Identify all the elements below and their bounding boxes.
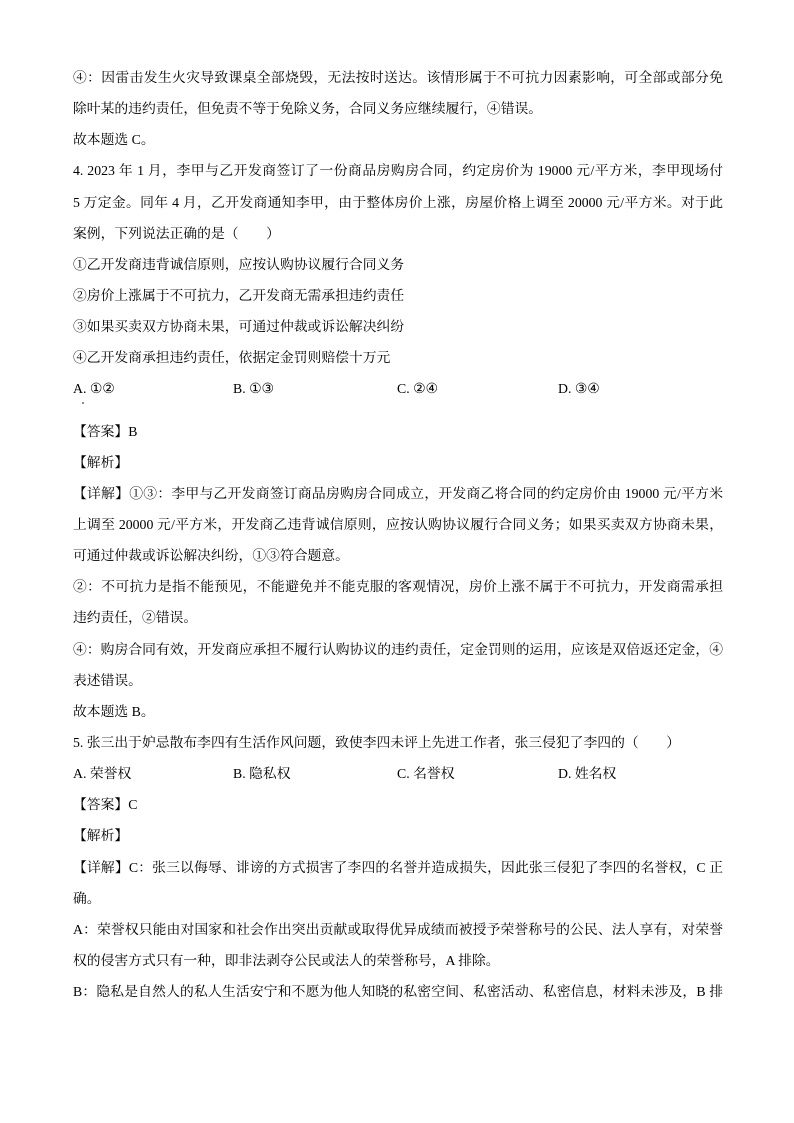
statement-4: ④乙开发商承担违约责任，依据定金罚则赔偿十万元 xyxy=(73,350,391,366)
conclusion-line: 故本题选 B。 xyxy=(73,703,155,719)
analysis-line: 除叶某的违约责任，但免责不等于免除义务，合同义务应继续履行，④错误。 xyxy=(73,101,543,117)
question-stem-line: 5 万定金。同年 4 月，乙开发商通知李甲，由于整体房价上涨，房屋价格上调至 20000 元/平方米。对于此 xyxy=(73,194,723,210)
answer-value: B xyxy=(128,423,138,439)
option-b: B. ①③ xyxy=(233,381,274,397)
answer-options xyxy=(73,758,723,789)
previous-question-analysis xyxy=(73,62,723,155)
question-5 xyxy=(73,727,723,1007)
answer-line xyxy=(73,416,723,447)
statement-1: ①乙开发商违背诚信原则，应按认购协议履行合同义务 xyxy=(73,256,405,272)
answer-label: 【答案】 xyxy=(73,797,129,813)
detail-line: 确。 xyxy=(73,890,101,906)
option-a: A. ①② xyxy=(73,381,115,397)
detail-line xyxy=(73,478,723,509)
answer-value: C xyxy=(128,797,138,813)
statement-3: ③如果买卖双方协商未果，可通过仲裁或诉讼解决纠纷 xyxy=(73,319,405,335)
answer-options xyxy=(73,373,723,404)
answer-label: 【答案】 xyxy=(73,423,129,439)
detail-label: 【详解】 xyxy=(73,485,130,501)
page-content xyxy=(73,62,723,1007)
scan-speck xyxy=(82,402,84,404)
detail-text: C：张三以侮辱、诽谤的方式损害了李四的名誉并造成损失，因此张三侵犯了李四的名誉权，C 正 xyxy=(128,859,723,875)
detail-line: B：隐私是自然人的私人生活安宁和不愿为他人知晓的私密空间、私密活动、私密信息，材料未涉及，B 排 xyxy=(73,984,723,1000)
analysis-line: ④：因雷击发生火灾导致课桌全部烧毁，无法按时送达。该情形属于不可抗力因素影响，可全部或部分免 xyxy=(73,70,723,85)
question-4 xyxy=(73,155,723,727)
detail-text: ①③：李甲与乙开发商签订商品房购房合同成立，开发商乙将合同的约定房价由 19000 元/平方米 xyxy=(129,485,723,501)
statement-2: ②房价上涨属于不可抗力，乙开发商无需承担违约责任 xyxy=(73,287,405,303)
question-stem-line: 案例，下列说法正确的是（ ） xyxy=(73,225,280,241)
detail-line: 上调至 20000 元/平方米，开发商乙违背诚信原则，应按认购协议履行合同义务；如果买卖双方协商未果， xyxy=(73,516,723,532)
conclusion-line: 故本题选 C。 xyxy=(73,132,155,148)
detail-line: 表述错误。 xyxy=(73,672,142,688)
detail-label: 【详解】 xyxy=(73,859,129,875)
detail-line: ②：不可抗力是指不能预见，不能避免并不能克服的客观情况，房价上涨不属于不可抗力，开发商需承担 xyxy=(73,579,723,595)
detail-line: ④：购房合同有效，开发商应承担不履行认购协议的违约责任，定金罚则的运用，应该是双倍返还定金，④ xyxy=(73,641,723,657)
option-c: C. ②④ xyxy=(397,381,438,397)
detail-line: 权的侵害方式只有一种，即非法剥夺公民或法人的荣誉称号，A 排除。 xyxy=(73,952,500,968)
option-b: B. 隐私权 xyxy=(233,766,291,782)
question-stem-line: 5. 张三出于妒忌散布李四有生活作风问题，致使李四未评上先进工作者，张三侵犯了李四的（ ） xyxy=(73,734,681,750)
analysis-heading: 【解析】 xyxy=(73,828,129,844)
detail-line: 可通过仲裁或诉讼解决纠纷，①③符合题意。 xyxy=(73,548,349,564)
detail-line: A：荣誉权只能由对国家和社会作出突出贡献或取得优异成绩而被授予荣誉称号的公民、法人享有，对荣誉 xyxy=(73,921,723,937)
option-d: D. 姓名权 xyxy=(558,766,617,782)
option-c: C. 名誉权 xyxy=(397,766,455,782)
detail-line: 违约责任，②错误。 xyxy=(73,610,198,626)
question-stem-line: 4. 2023 年 1 月，李甲与乙开发商签订了一份商品房购房合同，约定房价为 19000 元/平方米，李甲现场付 xyxy=(73,163,723,179)
option-d: D. ③④ xyxy=(558,381,600,397)
detail-line xyxy=(73,852,723,883)
answer-line xyxy=(73,789,723,820)
option-a: A. 荣誉权 xyxy=(73,766,132,782)
analysis-heading: 【解析】 xyxy=(73,454,129,470)
